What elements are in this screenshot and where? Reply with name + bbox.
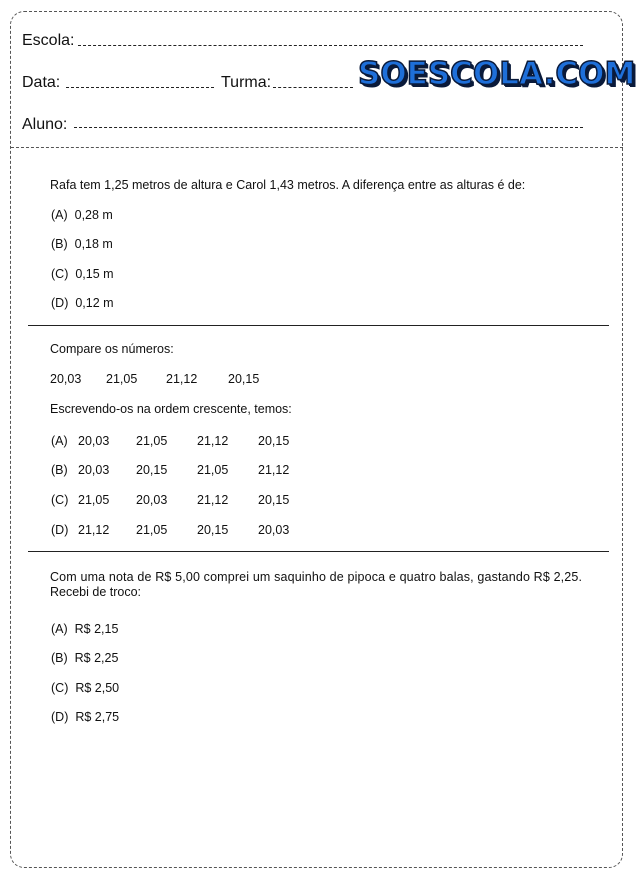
q3-option-a[interactable] bbox=[51, 622, 118, 636]
class-field[interactable] bbox=[273, 87, 353, 88]
date-field[interactable] bbox=[66, 87, 214, 88]
option-value: 20,03 bbox=[136, 493, 168, 507]
option-letter: (B) bbox=[51, 463, 68, 477]
student-label: Aluno: bbox=[22, 116, 68, 133]
question-divider bbox=[28, 551, 609, 552]
date-label: Data: bbox=[22, 74, 61, 91]
question-divider bbox=[28, 325, 609, 326]
option-text: R$ 2,50 bbox=[75, 681, 120, 695]
option-value: 20,15 bbox=[136, 463, 168, 477]
option-letter: (D) bbox=[51, 710, 69, 724]
compare-number: 21,05 bbox=[106, 372, 138, 386]
option-letter: (C) bbox=[51, 681, 69, 695]
q3-option-b[interactable] bbox=[51, 651, 118, 665]
option-letter: (B) bbox=[51, 651, 68, 665]
compare-number: 20,03 bbox=[50, 372, 82, 386]
option-text: 0,28 m bbox=[74, 208, 113, 222]
class-label: Turma: bbox=[221, 74, 272, 91]
option-text: R$ 2,25 bbox=[74, 651, 119, 665]
option-value: 21,12 bbox=[197, 434, 229, 448]
question-3-prompt-line1: Com uma nota de R$ 5,00 comprei um saquinho de pipoca e quatro balas, gastando R$ 2,25. bbox=[50, 570, 583, 584]
option-letter: (D) bbox=[51, 296, 69, 310]
option-letter: (A) bbox=[51, 208, 68, 222]
q3-option-d[interactable] bbox=[51, 710, 119, 724]
option-value: 21,05 bbox=[136, 523, 168, 537]
question-2-subprompt: Escrevendo-os na ordem crescente, temos: bbox=[50, 402, 292, 416]
option-value: 20,15 bbox=[197, 523, 229, 537]
school-label: Escola: bbox=[22, 32, 75, 49]
option-value: 20,03 bbox=[258, 523, 290, 537]
option-value: 20,03 bbox=[78, 463, 110, 477]
option-letter: (B) bbox=[51, 237, 68, 251]
school-field[interactable] bbox=[78, 45, 583, 46]
q1-option-a[interactable] bbox=[51, 208, 113, 222]
q1-option-d[interactable] bbox=[51, 296, 114, 310]
soescola-logo: SOESCOLA.COM bbox=[358, 56, 636, 92]
option-letter: (A) bbox=[51, 622, 68, 636]
question-1-prompt: Rafa tem 1,25 metros de altura e Carol 1,43 metros. A diferença entre as alturas é de: bbox=[50, 178, 526, 192]
option-value: 21,05 bbox=[136, 434, 168, 448]
option-letter: (A) bbox=[51, 434, 68, 448]
student-field[interactable] bbox=[74, 127, 583, 128]
question-3-prompt-line2: Recebi de troco: bbox=[50, 585, 142, 599]
option-value: 20,15 bbox=[258, 493, 290, 507]
option-text: 0,18 m bbox=[74, 237, 113, 251]
option-value: 21,12 bbox=[78, 523, 110, 537]
q1-option-c[interactable] bbox=[51, 267, 114, 281]
option-letter: (D) bbox=[51, 523, 69, 537]
q1-option-b[interactable] bbox=[51, 237, 113, 251]
q3-option-c[interactable] bbox=[51, 681, 119, 695]
option-text: 0,12 m bbox=[75, 296, 114, 310]
option-value: 21,05 bbox=[78, 493, 110, 507]
option-value: 21,05 bbox=[197, 463, 229, 477]
header-divider bbox=[11, 147, 623, 148]
option-letter: (C) bbox=[51, 267, 69, 281]
option-letter: (C) bbox=[51, 493, 69, 507]
option-value: 21,12 bbox=[197, 493, 229, 507]
question-2-prompt: Compare os números: bbox=[50, 342, 174, 356]
option-value: 20,15 bbox=[258, 434, 290, 448]
option-value: 20,03 bbox=[78, 434, 110, 448]
compare-number: 21,12 bbox=[166, 372, 198, 386]
option-text: R$ 2,15 bbox=[74, 622, 119, 636]
option-text: 0,15 m bbox=[75, 267, 114, 281]
option-value: 21,12 bbox=[258, 463, 290, 477]
option-text: R$ 2,75 bbox=[75, 710, 120, 724]
compare-number: 20,15 bbox=[228, 372, 260, 386]
